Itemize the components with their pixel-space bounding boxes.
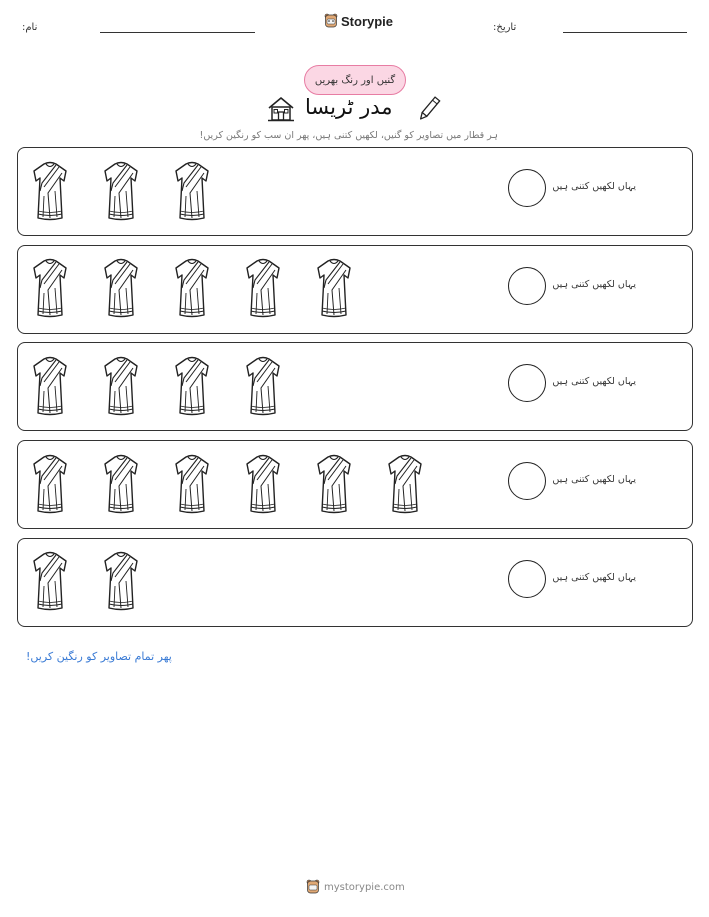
bear-mascot-icon xyxy=(306,879,320,895)
sari-dress-icon[interactable] xyxy=(170,352,241,422)
worksheet-header xyxy=(0,0,709,50)
counting-row xyxy=(17,440,693,529)
coloring-note: پھر تمام تصاویر کو رنگین کریں! xyxy=(26,650,172,663)
picture-group xyxy=(28,246,383,333)
answer-circle[interactable] xyxy=(508,462,546,500)
sari-dress-icon[interactable] xyxy=(28,450,99,520)
brand-logo xyxy=(324,13,393,29)
answer-hint: یہاں لکھیں کتنی ہیں xyxy=(552,376,636,388)
sari-dress-icon[interactable] xyxy=(383,450,454,520)
sari-dress-icon[interactable] xyxy=(99,157,170,227)
counting-row xyxy=(17,342,693,431)
sari-dress-icon[interactable] xyxy=(99,254,170,324)
activity-tag: گنیں اور رنگ بھریں xyxy=(304,65,406,95)
house-icon xyxy=(266,95,296,123)
counting-row xyxy=(17,147,693,236)
counting-row xyxy=(17,245,693,334)
picture-group xyxy=(28,148,241,235)
title-row xyxy=(0,93,709,127)
answer-circle[interactable] xyxy=(508,169,546,207)
sari-dress-icon[interactable] xyxy=(99,450,170,520)
page-footer xyxy=(306,879,405,895)
name-label: نام: xyxy=(22,22,38,33)
picture-group xyxy=(28,343,312,430)
picture-group xyxy=(28,539,170,626)
page-title: مدر ٹریسا xyxy=(305,95,393,119)
answer-hint: یہاں لکھیں کتنی ہیں xyxy=(552,278,636,290)
sari-dress-icon[interactable] xyxy=(241,352,312,422)
answer-circle[interactable] xyxy=(508,560,546,598)
sari-dress-icon[interactable] xyxy=(170,450,241,520)
sari-dress-icon[interactable] xyxy=(28,547,99,617)
sari-dress-icon[interactable] xyxy=(99,547,170,617)
answer-circle[interactable] xyxy=(508,364,546,402)
sari-dress-icon[interactable] xyxy=(28,254,99,324)
date-label: تاریخ: xyxy=(493,22,517,33)
sari-dress-icon[interactable] xyxy=(170,254,241,324)
brand-name: Storypie xyxy=(341,13,394,29)
bear-mascot-icon xyxy=(324,13,338,29)
instructions: ہر قطار میں تصاویر کو گنیں، لکھیں کتنی ہیں، پھر ان سب کو رنگین کریں! xyxy=(199,130,498,141)
date-write-line[interactable] xyxy=(563,32,687,33)
pencil-icon xyxy=(416,95,442,123)
sari-dress-icon[interactable] xyxy=(28,352,99,422)
sari-dress-icon[interactable] xyxy=(99,352,170,422)
sari-dress-icon[interactable] xyxy=(28,157,99,227)
footer-url[interactable]: mystorypie.com xyxy=(324,881,405,893)
name-write-line[interactable] xyxy=(100,32,255,33)
sari-dress-icon[interactable] xyxy=(312,450,383,520)
sari-dress-icon[interactable] xyxy=(170,157,241,227)
answer-hint: یہاں لکھیں کتنی ہیں xyxy=(552,474,636,486)
answer-hint: یہاں لکھیں کتنی ہیں xyxy=(552,571,636,583)
sari-dress-icon[interactable] xyxy=(241,450,312,520)
counting-row xyxy=(17,538,693,627)
answer-circle[interactable] xyxy=(508,267,546,305)
picture-group xyxy=(28,441,454,528)
sari-dress-icon[interactable] xyxy=(241,254,312,324)
answer-hint: یہاں لکھیں کتنی ہیں xyxy=(552,181,636,192)
sari-dress-icon[interactable] xyxy=(312,254,383,324)
